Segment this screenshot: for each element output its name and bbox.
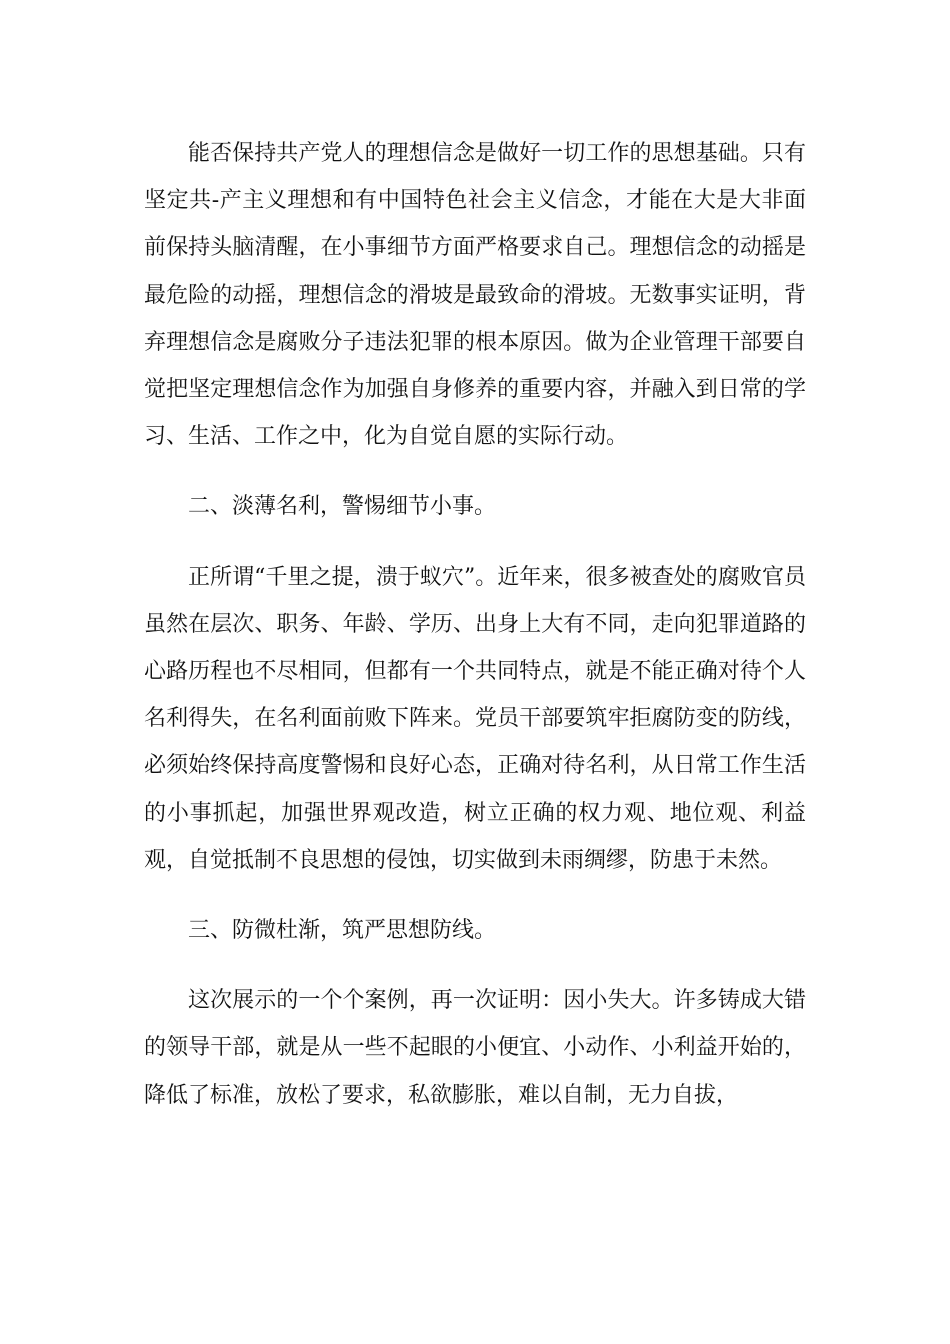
paragraph-prevention: 这次展示的一个个案例，再一次证明：因小失大。许多铸成大错的领导干部，就是从一些不起眼的小便宜、小动作、小利益开始的，降低了标准，放松了要求，私欲膨胀，难以自制，无力自拔， [144, 988, 806, 1108]
paragraph-fame-and-gain: 正所谓“千里之提，溃于蚁穴”。近年来，很多被查处的腐败官员虽然在层次、职务、年龄、学历、出身上大有不同，走向犯罪道路的心路历程也不尽相同，但都有一个共同特点，就是不能正确对待个人名利得失，在名利面前败下阵来。党员干部要筑牢拒腐防变的防线，必须始终保持高度警惕和良好心态，正确对待名利，从日常工作生活的小事抓起，加强世界观改造，树立正确的权力观、地位观、利益观，自觉抵制不良思想的侵蚀，切实做到未雨绸缪，防患于未然。 [144, 564, 806, 873]
section-heading-prevention: 三、防微杜渐，筑严思想防线。 [188, 918, 497, 944]
paragraph-ideals-beliefs: 能否保持共产党人的理想信念是做好一切工作的思想基础。只有坚定共-产主义理想和有中国特色社会主义信念，才能在大是大非面前保持头脑清醒，在小事细节方面严格要求自己。理想信念的动摇是最危险的动摇，理想信念的滑坡是最致命的滑坡。无数事实证明，背弃理想信念是腐败分子违法犯罪的根本原因。做为企业管理干部要自觉把坚定理想信念作为加强自身修养的重要内容，并融入到日常的学习、生活、工作之中，化为自觉自愿的实际行动。 [144, 141, 806, 450]
document-body [144, 130, 806, 1142]
section-heading-fame-and-gain: 二、淡薄名利，警惕细节小事。 [188, 494, 497, 520]
